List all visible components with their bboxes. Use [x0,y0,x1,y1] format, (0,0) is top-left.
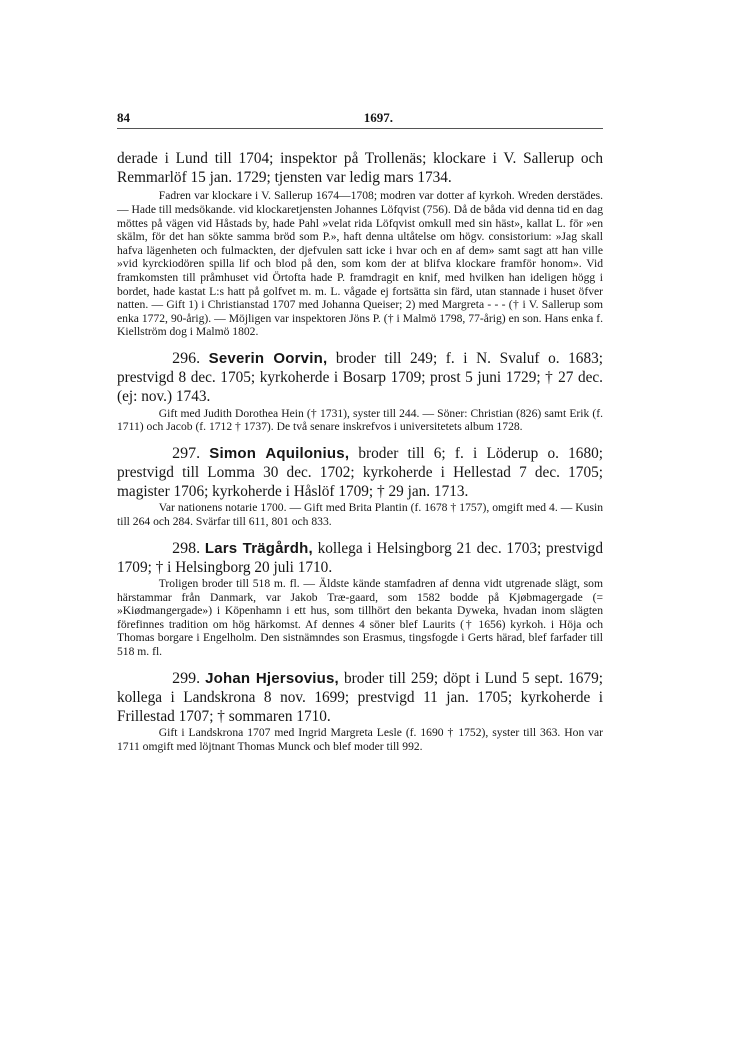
entry-main-text: kollega i Helsingborg 21 dec. 1703; prestvigd 1709; † i Helsingborg 20 juli 1710. [117,539,603,576]
entry-note: Gift med Judith Dorothea Hein († 1731), syster till 244. — Söner: Christian (826) samt Erik (f. 1711) och Jacob (f. 1712 † 1737). De två senare inskrefvos i universitetets album 1728. [117,406,603,434]
entry-note: Gift i Landskrona 1707 med Ingrid Margreta Lesle (f. 1690 † 1752), syster till 363. Hon var 1711 omgift med löjtnant Thomas Munck och blef moder till 992. [117,726,603,753]
running-header [117,110,603,129]
entry-name: Simon Aquilonius, [209,444,350,462]
entry-note: Var nationens notarie 1700. — Gift med Brita Plantin (f. 1678 † 1757), omgift med 4. — Kusin till 264 och 284. Svärfar till 611, 801 och 833. [117,501,603,528]
entry-297 [117,444,603,529]
entry-main-text: broder till 6; f. i Löderup o. 1680; prestvigd till Lomma 30 dec. 1702; kyrkoherde i Hellestad 7 dec. 1705; magister 1706; kyrkoherde i Håslöf 1709; † 29 jan. 1713. [117,444,603,501]
header-year: 1697. [363,110,393,125]
intro-note: Fadren var klockare i V. Sallerup 1674—1708; modren var dotter af kyrkoh. Wreden derstädes. — Hade till medsökande. vid klockaretjensten Johannes Löfqvist (756). Då de båda vid denna tid en dag möttes på vägen vid Håstads by, hade Pahl »velat rida Löfqvist omkull med sin häst», kallat L. för »en skälm, för det han sökte samma bröd som P.», haft denna ultåtelse om högv. consistorium: »Jag skall hafva lägenheten och fulmackten, der djefvulen satt icke i hvar och en af dem» samt sagt att han ville »vid kyrckiodören spilla lif och blod på den, som kom der at blifva klockare framför honom». Vid framkomsten till pråmhuset vid Örtofta hade P. framdragit en knif, med hvilken han ideligen högg i bordet, hade kastat L:s hatt på golfvet m. m. L. vågade ej fortsätta sin färd, utan stannade i huset öfver natten. — Gift 1) i Christianstad 1707 med Johanna Queiser; 2) med Margreta - - - († i V. Sallerup som enka 1772, 90-årig). — Möjligen var inspektoren Jöns P. († i Malmö 1798, 77-årig) en son. Hans enka f. Kiellström dog i Malmö 1802. [117,189,603,339]
intro-block [117,149,603,339]
entry-main-text: broder till 249; f. i N. Svaluf o. 1683; prestvigd 8 dec. 1705; kyrkoherde i Bosarp 1709; prost 5 juni 1729; † 27 dec. (ej: nov.) 1743. [117,349,604,406]
entry-number: 296. [172,349,201,367]
entry-296 [117,349,603,434]
entry-name: Lars Trägårdh, [204,539,313,557]
entry-299 [117,669,603,754]
entry-number: 297. [172,444,201,462]
intro-main-text: derade i Lund till 1704; inspektor på Trollenäs; klockare i V. Sallerup och Remmarlöf 15 jan. 1729; tjensten var ledig mars 1734. [117,150,603,187]
entry-number: 299. [172,669,201,687]
entry-name: Severin Oorvin, [208,349,328,367]
entry-number: 298. [172,539,201,557]
document-page [117,110,603,753]
entry-name: Johan Hjersovius, [205,669,339,687]
page-number: 84 [117,110,130,125]
entry-298 [117,539,603,659]
entry-main-text: broder till 259; döpt i Lund 5 sept. 1679; kollega i Landskrona 8 nov. 1699; prestvigd 11 jan. 1705; kyrkoherde i Frillestad 1707; † sommaren 1710. [117,669,603,725]
entry-note: Troligen broder till 518 m. fl. — Äldste kände stamfadren af denna vidt utgrenade slägt, som härstammar från Danmark, var Jakob Træ-gaard, som 1582 bodde på Kjøbmagergade (= »Kiødmangergade») i Köpenhamn i ett hus, som tillhört den bekanta Dyweka, hvadan inom slägten förefinnes tradition om hög härkomst. Af dennes 4 söner blef Laurits († 1656) kyrkoh. i Höja och Thomas borgare i Engelholm. Den sistnämndes son Erasmus, tingsfogde i Gerts härad, blef farfader till 518 m. fl. [117,576,603,658]
